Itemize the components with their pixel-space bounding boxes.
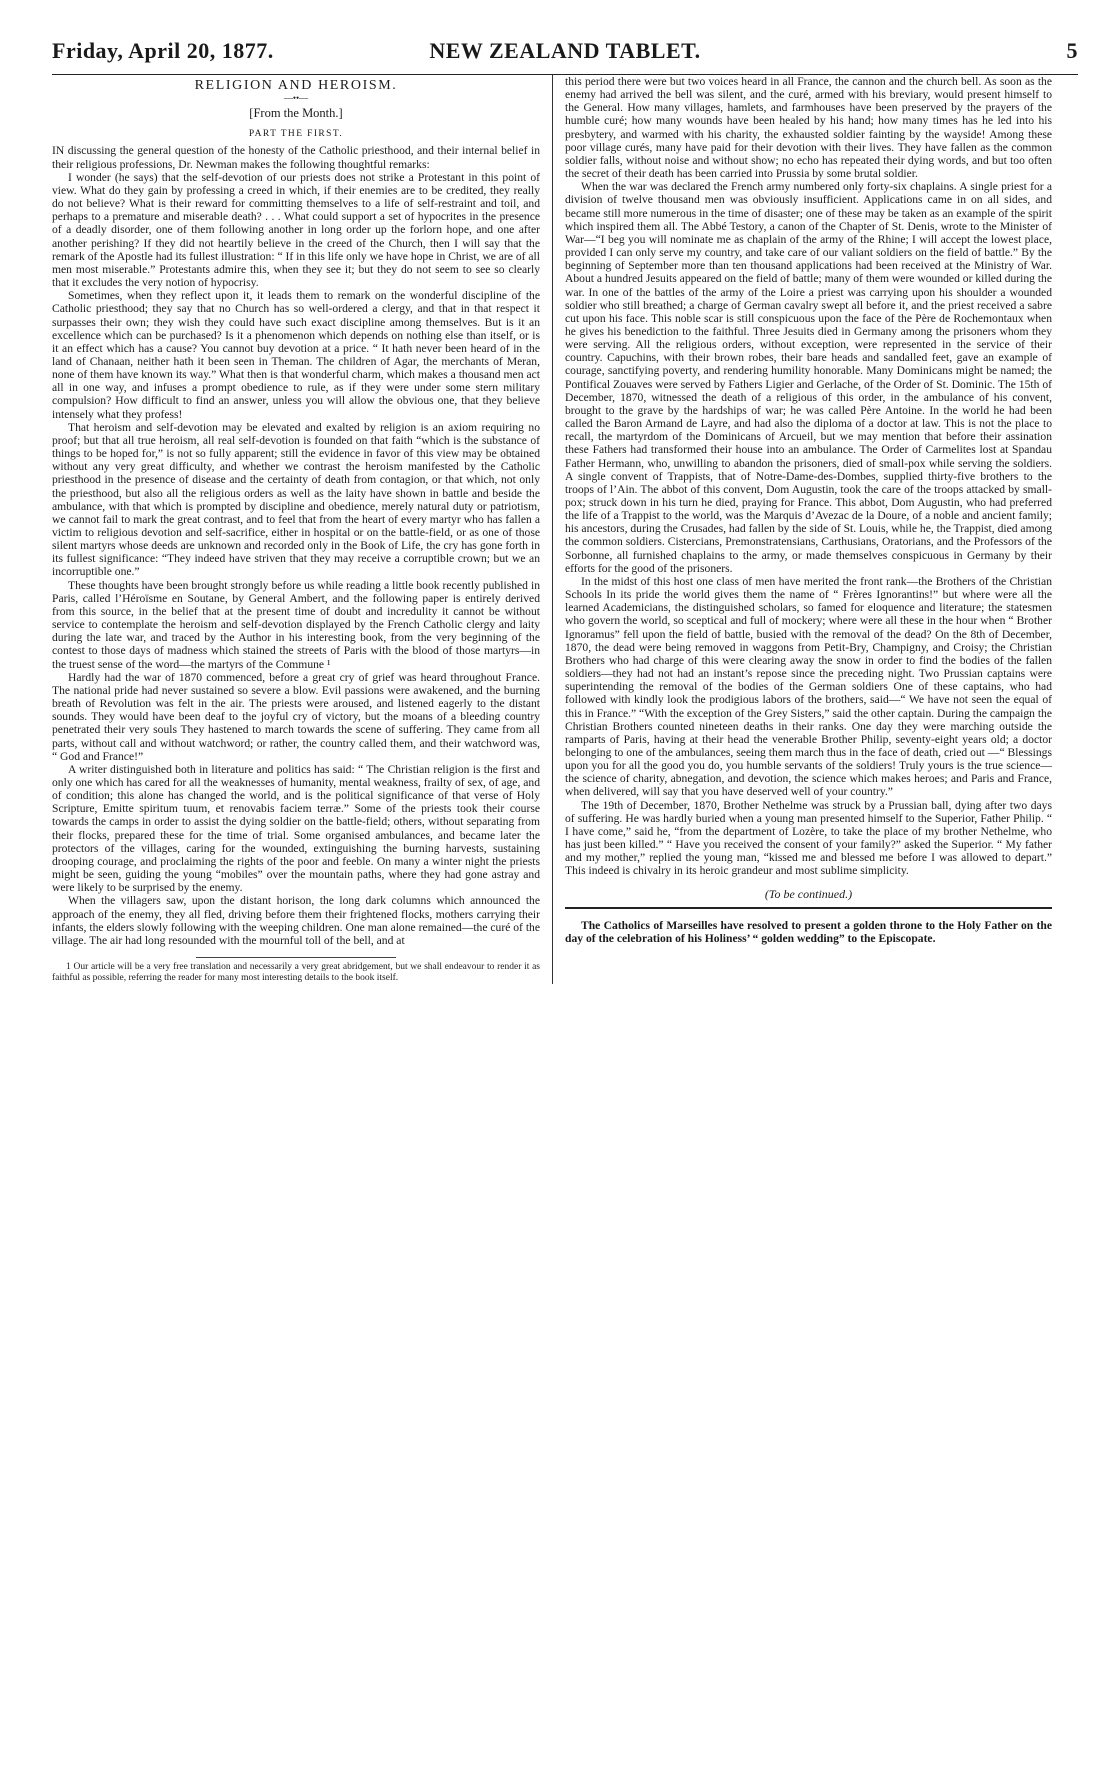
masthead bbox=[52, 38, 1078, 70]
footnote: 1 Our article will be a very free translation and necessarily a very great abridgement, but we shall endeavour to render it as faithful as possible, referring the reader for many most interesting details to the book itself. bbox=[52, 962, 540, 983]
left-column bbox=[52, 75, 552, 984]
section-separator bbox=[565, 907, 1052, 909]
article-title: RELIGION AND HEROISM. bbox=[194, 78, 398, 93]
article-paragraph: The 19th of December, 1870, Brother Nethelme was struck by a Prussian ball, dying after two days of suffering. He was hardly buried when a young man presented himself to the Superior, Father Philip. “ I have come,” said he, “from the department of Lozère, to take the place of my brother Nethelme, who has just been killed.” “ Have you received the consent of your family?” asked the Superior. “ My father and my mother,” replied the young man, “kissed me and blessed me before I was allowed to depart.” This indeed is chivalry in its heroic grandeur and most sublime simplicity. bbox=[565, 798, 1052, 878]
news-item: The Catholics of Marseilles have resolved to present a golden throne to the Holy Father on the day of the celebration of his Holiness’ “ golden wedding” to the Episcopate. bbox=[565, 918, 1052, 945]
article-paragraph: Hardly had the war of 1870 commenced, before a great cry of grief was heard throughout France. The national pride had never sustained so severe a blow. Evil passions were awakened, and the burning breath of Revolution was felt in the air. The priests were aroused, and listened eagerly to the distant sounds. They would have been deaf to the joyful cry of victory, but the moans of a bleeding country penetrated their very souls They hastened to march towards the scene of suffering. They came from all parts, without call and without watchword; or rather, the country called them, and their watchword was, “ God and France!” bbox=[52, 670, 540, 763]
article-part: PART THE FIRST. bbox=[248, 129, 344, 140]
continued-notice: (To be continued.) bbox=[764, 886, 853, 901]
article-paragraph: When the villagers saw, upon the distant horison, the long dark columns which announced the approach of the enemy, they all fled, driving before them their frightened flocks, mothers carrying their infants, the elders slowly following with the weeping children. One man alone remained—the curé of the village. The air had long resounded with the mournful toll of the bell, and at bbox=[52, 894, 540, 947]
article-columns bbox=[52, 75, 1078, 984]
issue-date: Friday, April 20, 1877. bbox=[52, 38, 274, 63]
article-source: [From the Month.] bbox=[249, 106, 343, 121]
newspaper-name: NEW ZEALAND TABLET. bbox=[429, 38, 701, 63]
page-number: 5 bbox=[1066, 38, 1078, 63]
article-paragraph: A writer distinguished both in literature and politics has said: “ The Christian religion is the first and only one which has cared for all the weaknesses of humanity, mental weakness, frailty of sex, of age, and of condition; this alone has changed the world, and is the political significance of that verse of Holy Scripture, Emitte spiritum tuum, et renovabis faciem terræ.” Some of the priests took their course towards the camps in order to assist the dying soldier on the battle-field; others, without separating from their flocks, prepared these for the time of trial. Some organised ambulances, and became later the protectors of the villages, caring for the wounded, extinguishing the burning harvests, sustaining drooping courage, and proclaiming the rights of the poor and feeble. On many a winter night the priests might be seen, guiding the young “mobiles” over the mountain paths, where they had gone astray and were likely to be surprised by the enemy. bbox=[52, 762, 540, 895]
article-paragraph: That heroism and self-devotion may be elevated and exalted by religion is an axiom requiring no proof; but that all true heroism, all real self-devotion is founded on that faith “which is the substance of things to be hoped for,” is not so fully apparent; still the evidence in favor of this view may be obtained without any very great difficulty, and whether we contrast the heroism manifested by the Catholic priesthood in the presence of disease and the certainty of death from contagion, or that which, not only the priesthood, but also all the religious orders as well as the laity have shown in battle and beside the ambulance, with that which is prompted by discipline and obedience, merely natural duty or patriotism, we cannot fail to mark the great contrast, and to feel that from the heart of every martyr who has fallen a victim to religious devotion and self-sacrifice, either in hospital or on the battle-field, or as one of those silent martyrs whose deeds are unknown and recorded only in the Book of Life, the cry has gone forth in its fullest significance: “They indeed have striven that they may receive a corruptible crown; but we an incorruptible one.” bbox=[52, 420, 540, 579]
footnote-rule bbox=[196, 957, 396, 958]
article-paragraph: I wonder (he says) that the self-devotion of our priests does not strike a Protestant in this point of view. What do they gain by professing a creed in which, if their enemies are to be credited, they really do not believe? What is their reward for committing themselves to a life of self-restraint and toil, and perhaps to a premature and miserable death? . . . What could support a set of hypocrites in the presence of a deadly disorder, one of them following another in long order up the forlorn hope, and one after another perishing? If they did not heartily believe in the creed of the Church, then I will say that the remark of the Apostle had its fullest illustration: “ If in this life only we have hope in Christ, we are of all men most miserable.” Protestants admire this, when they see it; but they do not seem to see so clearly that it excludes the very notion of hypocrisy. bbox=[52, 170, 540, 290]
article-paragraph: These thoughts have been brought strongly before us while reading a little book recently published in Paris, called l’Héroïsme en Soutane, by General Ambert, and the following paper is entirely derived from this source, in the belief that at the present time of doubt and incredulity it cannot be without service to contemplate the heroism and self-devotion displayed by the French Catholic clergy and laity during the late war, and traced by the Author in his interesting book, from the very beginning of the contest to those days of madness which stained the streets of Paris with the blood of those martyrs—in the truest sense of the word—the martyrs of the Commune ¹ bbox=[52, 578, 540, 671]
article-paragraph: When the war was declared the French army numbered only forty-six chaplains. A single priest for a division of twelve thousand men was obviously insufficient. Applications came in on all sides, and became still more numerous in the time of disaster; one of these may be taken as an example of the spirit which inspired them all. The Abbé Testory, a canon of the Chapter of St. Denis, wrote to the Minister of War—“I beg you will nominate me as chaplain of the army of the Rhine; I will accept the lowest place, provided I can only serve my country, and take care of our valiant soldiers on the field of battle.” By the beginning of September more than ten thousand applications had been received at the Ministry of War. About a hundred Jesuits appeared on the field of battle; many of them were wounded or killed during the war. In one of the battles of the army of the Loire a priest was carrying upon his shoulder a wounded soldier who still breathed; a charge of German cavalry swept all before it, and the priest received a sabre cut upon his face. This noble scar is still conspicuous upon the face of the Père de Rochemontaux when he gives his benediction to the faithful. Three Jesuits died in Germany among the prisoners whom they were serving. All the religious orders, without exception, were represented in the service of their country. Capuchins, with their brown robes, their bare heads and sandalled feet, gave an example of courage, sanctifying poverty, and rendering humility honorable. Many Dominicans might be named; the Pontifical Zouaves were served by Fathers Ligier and Gerlache, of the Order of St. Dominic. The 15th of December, 1870, witnessed the death of a religious of this order, in the ambulance of his convent, brought to the grave by the hardships of war; he was called Père Antoine. In the world he had been called the Baron Armand de Layre, and had also the diploma of a doctor at law. This is not the place to recall, the martyrdom of the Dominicans of Arcueil, but we may mention that before their assination these Fathers had transformed their house into an ambulance. The Order of Carmelites lost at Spandau Father Hermann, who, unwilling to abandon the prisoners, died of small-pox while serving the soldiers. A single convent of Trappists, that of Notre-Dame-des-Dombes, supplied thirty-five brothers to the troops of l’Ain. The abbot of this convent, Dom Augustin, took the care of the troops attacked by small-pox; struck down in his turn he died, praying for France. This abbot, Dom Augustin, who had preferred the life of a Trappist to the world, was the Marquis d’Avezac de la Doure, of a noble and ancient family; his ancestors, during the Crusades, had fallen by the side of St. Louis, while he, the Trappist, died among the common soldiers. Cistercians, Premonstratensians, Carthusians, Oratorians, and the Professors of the Sorbonne, all furnished chaplains to the army, or made themselves conspicuous in Germany by their efforts for the good of the prisoners. bbox=[565, 180, 1052, 575]
article-paragraph: In the midst of this host one class of men have merited the front rank—the Brothers of the Christian Schools In its pride the world gives them the name of “ Frères Ignorantins!” but where were all the learned Academicians, the distinguished scholars, so famed for eloquence and literature; the statesmen who govern the world, so sceptical and full of mockery; where were all these in the hour when “ Brother Ignoramus” fell upon the field of battle, busied with the removal of the dead? On the 8th of December, 1870, the dead were being removed in waggons from Petit-Bry, Champigny, and Croisy; the Christian Brothers who had charge of this were clearing away the snow in order to find the bodies of the fallen soldiers—they had not had an instant’s repose since the preceding night. Two Prussian captains were superintending the removal of the bodies of the German soldiers One of these captains, who had followed with kindly look the prodigious labors of the brothers, said—“ We have not seen the equal of this in France.” “With the exception of the Grey Sisters,” said the other captain. During the campaign the Christian Brothers counted nineteen deaths in their ranks. One day they were marching outside the ramparts of Paris, having at their head the venerable Brother Philip, seventy-eight years old; a doctor belonging to one of the ambulances, seeing them march thus in the face of death, cried out —“ Blessings upon you for all the good you do, you humble servants of the soldiers! Truly yours is the true science—the science of charity, abnegation, and devotion, the science which makes heroes; and Paris and France, when delivered, will say that you have deserved well of your country.” bbox=[565, 574, 1052, 799]
article-paragraph: Sometimes, when they reflect upon it, it leads them to remark on the wonderful discipline of the Catholic priesthood; they say that no Church has so well-ordered a clergy, and that in that respect it surpasses their own; they wish they could have such exact discipline among themselves. But is it an excellence which can be purchased? Is it a phenomenon which depends on nothing else than itself, or is it an effect which has a cause? You cannot buy devotion at a price. “ It hath never been heard of in the land of Chanaan, neither hath it been seen in Theman. The children of Agar, the merchants of Meran, none of them have known its way.” What then is that wonderful charm, which makes a thousand men act all in one way, and infuses a prompt obedience to rule, as if they were under some stern military compulsion? How difficult to find an answer, unless you will allow the obvious one, that they believe intensely what they profess! bbox=[52, 289, 540, 421]
right-column bbox=[552, 75, 1052, 984]
article-paragraph: this period there were but two voices heard in all France, the cannon and the church bell. As soon as the enemy had arrived the bell was silent, and the curé, armed with his breviary, would present himself to the General. How many villages, hamlets, and farmhouses have been preserved by the prayers of the humble curé; how many wounds have been healed by his hand; how many times has he led into his presbytery, and warmed with his charity, the exhausted soldier fainting by the wayside! Among these poor village curés, many have paid for their devotion with their lives. They have fallen as the common soldier falls, without noise and without show; no echo has repeated their dying words, and but too often the secret of their death has been carried into Prussia by some brutal soldier. bbox=[565, 75, 1052, 181]
article-paragraph: IN discussing the general question of the honesty of the Catholic priesthood, and their internal belief in their religious professions, Dr. Newman makes the following thoughtful remarks: bbox=[52, 144, 540, 171]
title-ornament: —••— bbox=[283, 93, 309, 104]
